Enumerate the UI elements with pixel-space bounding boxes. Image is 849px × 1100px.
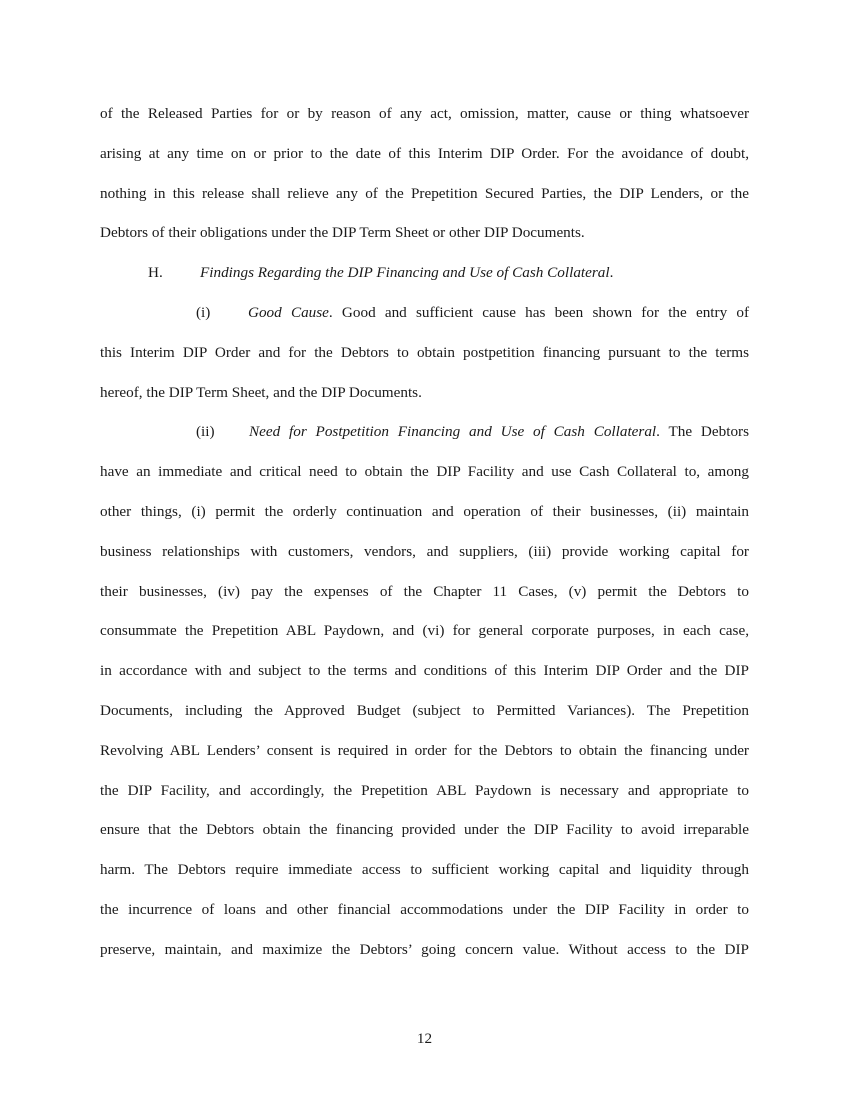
section-number: H. (148, 264, 163, 282)
text-line: the DIP Facility, and accordingly, the Prepetition ABL Paydown is necessary and appropriate to (100, 781, 749, 799)
text-line: hereof, the DIP Term Sheet, and the DIP Documents. (100, 383, 422, 401)
subsection-number: (ii) (196, 423, 215, 441)
text-line: have an immediate and critical need to obtain the DIP Facility and use Cash Collateral to, among (100, 463, 749, 481)
text-line: business relationships with customers, vendors, and suppliers, (iii) provide working capital for (100, 542, 749, 560)
section-title: Findings Regarding the DIP Financing and Use of Cash Collateral (200, 264, 610, 282)
section-title-end: . (609, 264, 614, 282)
text-line: their businesses, (iv) pay the expenses of the Chapter 11 Cases, (v) permit the Debtors to (100, 582, 749, 600)
text-line: harm. The Debtors require immediate access to sufficient working capital and liquidity through (100, 861, 749, 879)
text-line: this Interim DIP Order and for the Debtors to obtain postpetition financing pursuant to the terms (100, 343, 749, 361)
subsection-title: Good Cause (248, 303, 329, 321)
subsection-title: Need for Postpetition Financing and Use of Cash Collateral (249, 423, 657, 441)
subsection-number: (i) (196, 303, 211, 321)
page-number: 12 (416, 1030, 433, 1047)
text-line: ensure that the Debtors obtain the financing provided under the DIP Facility to avoid irreparable (100, 821, 749, 839)
subsection-text: . Good and sufficient cause has been shown for the entry of (328, 303, 750, 321)
text-line: Revolving ABL Lenders’ consent is required in order for the Debtors to obtain the financing under (100, 741, 749, 759)
text-line: consummate the Prepetition ABL Paydown, and (vi) for general corporate purposes, in each case, (100, 622, 749, 640)
document-body (100, 94, 749, 970)
subsection-ii-first-line (100, 412, 749, 452)
text-line: arising at any time on or prior to the date of this Interim DIP Order. For the avoidance of doubt, (100, 144, 749, 162)
text-line: nothing in this release shall relieve any of the Prepetition Secured Parties, the DIP Lenders, or the (100, 184, 749, 202)
text-line: Documents, including the Approved Budget (subject to Permitted Variances). The Prepetition (100, 701, 749, 719)
text-line: in accordance with and subject to the terms and conditions of this Interim DIP Order and the DIP (100, 662, 749, 680)
text-line: other things, (i) permit the orderly continuation and operation of their businesses, (ii) maintain (100, 502, 749, 520)
subsection-i-first-line (100, 293, 749, 333)
text-line: preserve, maintain, and maximize the Debtors’ going concern value. Without access to the DIP (100, 940, 749, 958)
text-line: Debtors of their obligations under the DIP Term Sheet or other DIP Documents. (100, 224, 585, 242)
section-heading-h (100, 253, 749, 293)
text-line: of the Released Parties for or by reason of any act, omission, matter, cause or thing whatsoever (100, 105, 749, 122)
text-line: the incurrence of loans and other financial accommodations under the DIP Facility in order to (100, 900, 749, 918)
subsection-text: . The Debtors (656, 423, 750, 441)
